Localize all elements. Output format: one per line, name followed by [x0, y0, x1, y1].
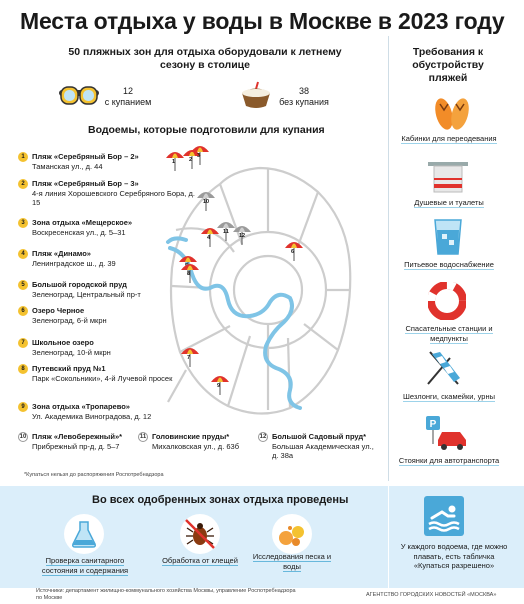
place-address: Зеленоград, 6-й мкрн	[32, 315, 107, 325]
place-name: Школьное озеро	[32, 338, 94, 347]
map-pin-closed	[232, 222, 252, 246]
stat-swim	[100, 86, 156, 108]
map-pin-number: 11	[223, 229, 229, 235]
place-number-badge: 9	[18, 402, 28, 412]
req-water	[390, 260, 508, 270]
place-item	[140, 432, 256, 451]
requirements-title: Требования к обустройству пляжей	[412, 46, 484, 84]
band-divider	[388, 486, 389, 588]
place-text	[32, 152, 195, 171]
swimmer-sign-icon	[424, 496, 464, 536]
svg-text:P: P	[429, 419, 437, 430]
check-ticks	[160, 556, 240, 566]
place-name: Пляж «Серебряный Бор – 2»	[32, 152, 139, 161]
place-text	[152, 432, 256, 451]
place-item	[20, 249, 195, 268]
place-number-badge: 3	[18, 218, 28, 228]
check-sanitary	[30, 556, 140, 575]
map-pin-number: 3	[197, 153, 201, 159]
place-text	[272, 432, 380, 461]
place-address: Большая Академическая ул., д. 38а	[272, 441, 374, 460]
map-pin-number: 1	[172, 159, 176, 165]
place-address: Таманская ул., д. 44	[32, 161, 103, 171]
place-number-badge: 6	[18, 306, 28, 316]
flip-flops-icon	[430, 96, 474, 132]
place-text	[32, 364, 195, 383]
place-name: Большой городской пруд	[32, 280, 127, 289]
map-pin-umbrella	[210, 372, 230, 396]
page-title: Места отдыха у воды в Москве в 2023 году	[20, 8, 505, 34]
place-number-badge: 4	[18, 249, 28, 259]
place-item	[20, 306, 195, 325]
lifebuoy-icon	[428, 282, 466, 320]
check-ticks-label: Обработка от клещей	[162, 556, 238, 565]
place-text	[32, 218, 195, 237]
sign-text: У каждого водоема, где можно плавать, есть табличка «Купаться разрешено»	[400, 542, 508, 570]
map-pin-number: 8	[187, 271, 191, 277]
map-pin-umbrella	[284, 238, 304, 262]
place-text	[32, 249, 195, 268]
req-showers-label: Душевые и туалеты	[414, 198, 484, 207]
stat-swim-label: с купанием	[104, 97, 152, 107]
place-name: Зона отдыха «Тропарево»	[32, 402, 130, 411]
coconut-drink-icon	[238, 80, 274, 110]
map-pin-closed	[196, 188, 216, 212]
place-address: 4-я линия Хорошевского Серебряного Бора, д. 15	[32, 188, 195, 207]
place-address: Парк «Сокольники», 4-й Лучевой просек	[32, 373, 173, 383]
checks-heading: Во всех одобренных зонах отдыха проведены	[92, 494, 349, 506]
water-glass-icon	[432, 218, 464, 256]
stat-swim-value: 12	[122, 86, 133, 96]
req-parking	[390, 456, 508, 466]
sand-sample-icon	[272, 514, 312, 554]
place-text	[32, 179, 195, 208]
place-name: Озеро Черное	[32, 306, 85, 315]
req-showers	[390, 198, 508, 208]
place-address: Михалковская ул., д. 63б	[152, 441, 239, 451]
req-loungers	[390, 392, 508, 402]
req-rescue-label: Спасательные станции и медпункты	[405, 324, 493, 343]
place-number-badge: 5	[18, 280, 28, 290]
map-pin-number: 9	[217, 383, 221, 389]
flask-icon	[64, 514, 104, 554]
place-item	[20, 218, 195, 237]
stat-noswim-label: без купания	[279, 97, 329, 107]
place-item	[20, 338, 195, 357]
place-address: Прибрежный пр-д, д. 5–7	[32, 441, 120, 451]
map-pin-number: 7	[187, 355, 191, 361]
place-number-badge: 7	[18, 338, 28, 348]
tick-icon	[180, 514, 220, 554]
place-item	[20, 179, 195, 208]
map-pin-number: 10	[203, 199, 210, 205]
place-item	[20, 402, 195, 421]
goggles-icon	[58, 84, 100, 108]
check-sand-label: Исследования песка и воды	[252, 552, 332, 571]
place-number-badge: 8	[18, 364, 28, 374]
place-name: Головинские пруды*	[152, 432, 230, 441]
check-sand	[250, 552, 334, 571]
place-text	[32, 280, 195, 299]
footnote: *Купаться нельзя до распоряжения Роспотребнадзора	[24, 472, 164, 478]
map-pin-number: 12	[239, 233, 246, 239]
place-name: Путевский пруд №1	[32, 364, 106, 373]
parking-car-icon	[424, 414, 470, 450]
place-address: Воскресенская ул., д. 5–31	[32, 227, 126, 237]
place-address: Ленинградское ш., д. 39	[32, 258, 116, 268]
place-item	[20, 280, 195, 299]
place-text	[32, 432, 136, 451]
source-text: Источники: департамент жилищно-коммунального хозяйства Москвы, управление Роспотребнадзора по Москве	[36, 588, 296, 601]
place-number-badge: 10	[19, 434, 27, 440]
place-address: Ул. Академика Виноградова, д. 12	[32, 411, 152, 421]
shower-towel-icon	[426, 160, 470, 194]
map-pin-number: 2	[189, 157, 193, 163]
place-item	[20, 152, 195, 171]
place-number-badge: 12	[259, 434, 267, 440]
place-name: Пляж «Динамо»	[32, 249, 91, 258]
place-text	[32, 402, 195, 421]
agency-credit: АГЕНТСТВО ГОРОДСКИХ НОВОСТЕЙ «МОСКВА»	[366, 592, 497, 598]
req-parking-label: Стоянки для автотранспорта	[398, 456, 500, 465]
req-water-label: Питьевое водоснабжение	[404, 260, 494, 269]
req-cabins	[390, 134, 508, 144]
req-rescue	[390, 324, 508, 344]
place-name: Большой Садовый пруд*	[272, 432, 367, 441]
map-pin-number: 6	[291, 249, 295, 255]
list-heading: Водоемы, которые подготовили для купания	[88, 124, 325, 136]
place-number-badge: 2	[18, 179, 28, 189]
place-name: Зона отдыха «Мещерское»	[32, 218, 133, 227]
place-item	[20, 432, 136, 451]
stat-noswim-value: 38	[298, 86, 309, 96]
place-name: Пляж «Серебряный Бор – 3»	[32, 179, 139, 188]
place-address: Зеленоград, Центральный пр-т	[32, 289, 141, 299]
map-pin-number: 4	[207, 235, 211, 241]
place-item	[20, 364, 195, 383]
check-sanitary-label: Проверка санитарного состояния и содержания	[41, 556, 129, 575]
req-loungers-label: Шезлонги, скамейки, урны	[403, 392, 495, 401]
place-address: Зеленоград, 10-й мкрн	[32, 347, 111, 357]
deck-chair-icon	[424, 348, 468, 388]
subtitle: 50 пляжных зон для отдыха оборудовали к летнему сезону в столице	[68, 46, 342, 71]
place-text	[32, 338, 195, 357]
place-text	[32, 306, 195, 325]
place-name: Пляж «Левобережный»*	[32, 432, 123, 441]
req-cabins-label: Кабинки для переодевания	[401, 134, 497, 143]
place-item	[260, 432, 380, 461]
stat-noswim	[272, 86, 336, 108]
place-number-badge: 1	[18, 152, 28, 162]
place-number-badge: 11	[139, 434, 147, 440]
